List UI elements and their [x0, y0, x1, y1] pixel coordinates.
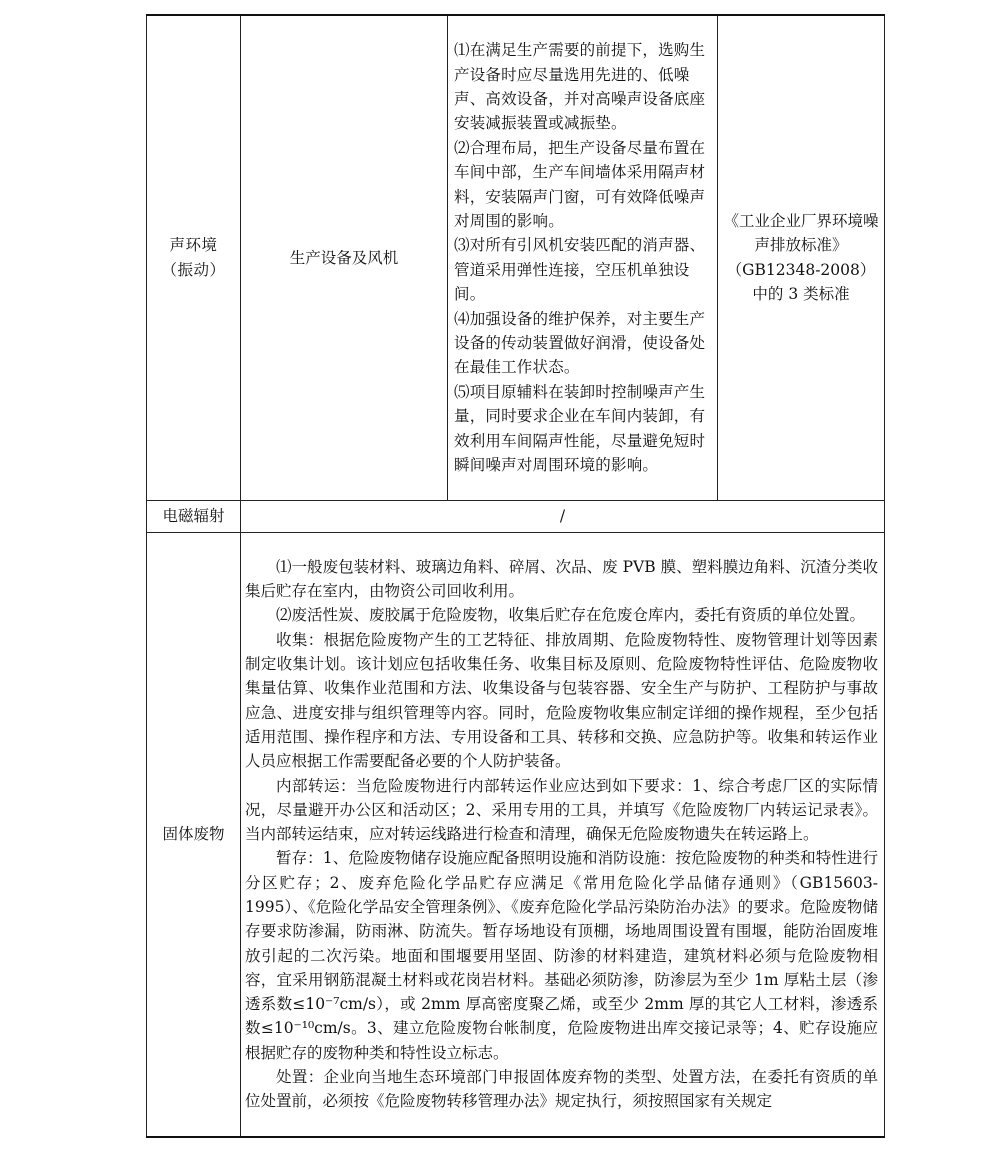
table-row-solid-waste	[147, 532, 885, 1137]
solid-waste-paragraph-collection: 收集：根据危险废物产生的工艺特征、排放周期、危险废物特性、废物管理计划等因素制定收集计划。该计划应包括收集任务、收集目标及原则、危险废物特性评估、危险废物收集量估算、收集作业范围和方法、收集设备与包装容器、安全生产与防护、工程防护与事故应急、进度安排与组织管理等内容。同时，危险废物收集应制定详细的操作规程，至少包括适用范围、操作程序和方法、专用设备和工具、转移和交换、应急防护等。收集和转运作业人员应根据工作需要配备必要的个人防护装备。	[245, 630, 878, 771]
table-row-noise	[147, 15, 885, 500]
measure-item: ⑴在满足生产需要的前提下，选购生产设备时应尽量选用先进的、低噪声、高效设备，并对高噪声设备底座安装减振装置或减振垫。	[454, 41, 706, 133]
solid-waste-paragraph-storage: 暂存：1、危险废物储存设施应配备照明设施和消防设施：按危险废物的种类和特性进行分区贮存；2、废弃危险化学品贮存应满足《常用危险化学品储存通则》（GB15603-1995）、《危险化学品安全管理条例》、《废弃危险化学品污染防治办法》的要求。危险废物储存要求防渗漏，防雨淋、防流失。暂存场地设有顶棚，场地周围设置有围堰，能防治固废堆放引起的二次污染。地面和围堰要用坚固、防渗的材料建造，建筑材料必须与危险废物相容，宜采用钢筋混凝土材料或花岗岩材料。基础必须防渗，防渗层为至少 1m 厚粘土层（渗透系数≤10⁻⁷cm/s），或 2mm 厚高密度聚乙烯，或至少 2mm 厚的其它人工材料，渗透系数≤10⁻¹⁰cm/s。3、建立危险废物台帐制度，危险废物进出库交接记录等；4、贮存设施应根据贮存的废物种类和特性设立标志。	[245, 849, 878, 1062]
measure-item: ⑷加强设备的维护保养，对主要生产设备的传动装置做好润滑，使设备处在最佳工作状态。	[454, 309, 706, 377]
solid-waste-paragraph: ⑴一般废包装材料、玻璃边角料、碎屑、次品、废 PVB 膜、塑料膜边角料、沉渣分类收集后贮存在室内，由物资公司回收利用。	[245, 557, 878, 601]
measure-item: ⑸项目原辅料在装卸时控制噪声产生量，同时要求企业在车间内装卸，有效利用车间隔声性能，尽量避免短时瞬间噪声对周围环境的影响。	[454, 382, 706, 474]
solid-waste-paragraph: ⑵废活性炭、废胶属于危险废物，收集后贮存在危废仓库内，委托有资质的单位处置。	[276, 606, 866, 625]
category-cell-noise	[147, 15, 241, 500]
environmental-measures-table	[146, 14, 885, 1138]
solid-waste-paragraph-internal-transfer: 内部转运：当危险废物进行内部转运作业应达到如下要求：1、综合考虑厂区的实际情况，尽量避开办公区和活动区；2、采用专用的工具，并填写《危险废物厂内转运记录表》。当内部转运结束，应对转运线路进行检查和清理，确保无危险废物遗失在转运路上。	[245, 776, 878, 844]
category-cell-electromagnetic: 电磁辐射	[147, 500, 241, 532]
category-label: 声环境	[169, 236, 218, 255]
pollution-source-cell: 生产设备及风机	[241, 15, 448, 500]
measure-item: ⑵合理布局，把生产设备尽量布置在车间中部，生产车间墙体采用隔声材料，安装隔声门窗，可有效降低噪声对周围的影响。	[454, 138, 706, 230]
category-sublabel: （振动）	[161, 260, 226, 279]
standard-cell: 《工业企业厂界环境噪声排放标准》（GB12348-2008）中的 3 类标准	[718, 15, 885, 500]
electromagnetic-content-cell: /	[241, 500, 885, 532]
solid-waste-content-cell	[241, 532, 885, 1137]
solid-waste-paragraph-disposal: 处置：企业向当地生态环境部门申报固体废弃物的类型、处置方法，在委托有资质的单位处置前，必须按《危险废物转移管理办法》规定执行，须按照国家有关规定	[245, 1068, 878, 1111]
table-row-electromagnetic	[147, 500, 885, 532]
category-cell-solid-waste: 固体废物	[147, 532, 241, 1137]
measure-item: ⑶对所有引风机安装匹配的消声器、管道采用弹性连接，空压机单独设间。	[454, 236, 706, 304]
measures-cell	[448, 15, 718, 500]
